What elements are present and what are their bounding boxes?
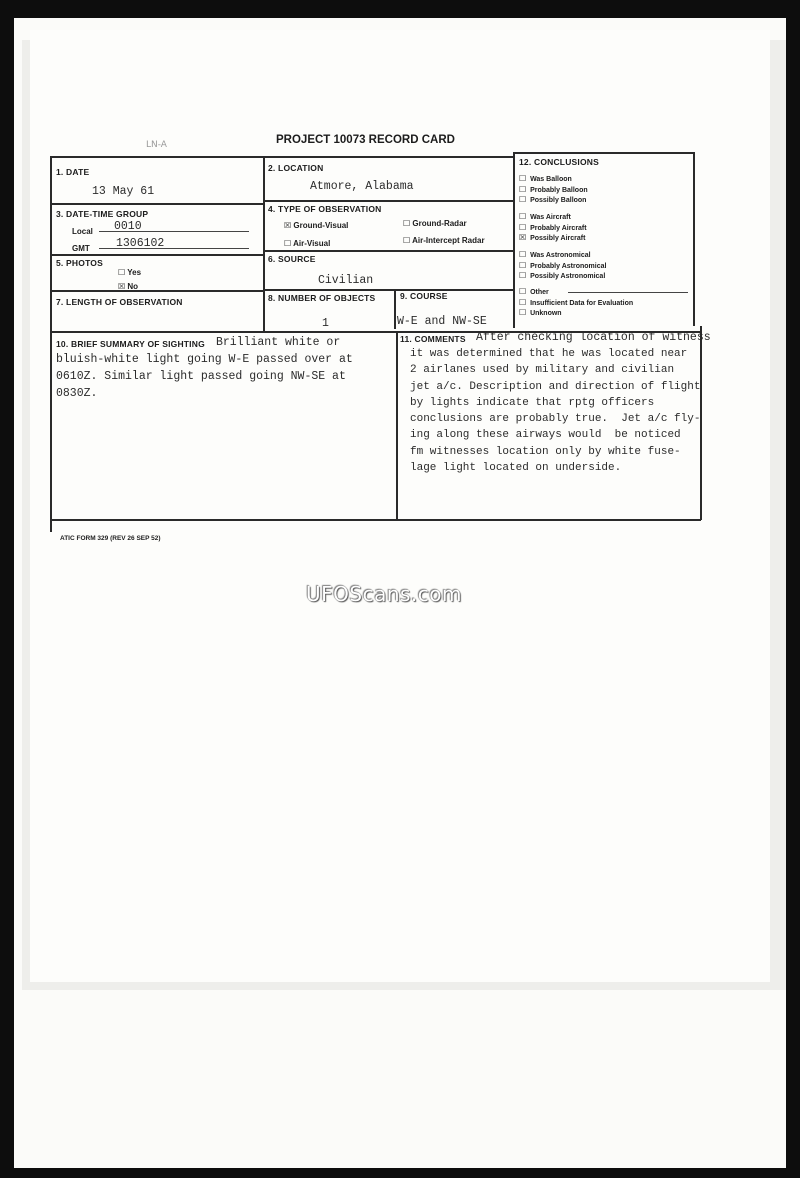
objects-label: 8. NUMBER OF OBJECTS <box>268 293 376 303</box>
source-label: 6. SOURCE <box>268 254 316 264</box>
type-label: 4. TYPE OF OBSERVATION <box>268 204 382 214</box>
local-label: Local <box>72 227 93 236</box>
checkbox-icon: ☐ <box>519 250 527 259</box>
comments-line: conclusions are probably true. Jet a/c fly- <box>410 413 701 426</box>
checkbox-icon: ☐ <box>519 222 527 232</box>
local-value: 0010 <box>114 220 142 233</box>
summary-line: 0610Z. Similar light passed going NW-SE at <box>56 370 346 383</box>
conclusion-option: ☐ Was Astronomical <box>519 250 591 259</box>
conclusion-option: ☐ Was Aircraft <box>519 212 571 221</box>
conclusions-label: 12. CONCLUSIONS <box>519 157 599 167</box>
date-value: 13 May 61 <box>92 185 155 198</box>
course-label: 9. COURSE <box>400 291 448 301</box>
type-option-ground-radar: ☐ Ground-Radar <box>403 219 467 228</box>
summary-line: bluish-white light going W-E passed over at <box>56 353 353 366</box>
checkbox-icon: ☐ <box>519 271 527 280</box>
checkbox-icon: ☐ <box>519 308 527 317</box>
checkbox-icon: ☐ <box>284 239 292 248</box>
dtg-label: 3. DATE-TIME GROUP <box>56 209 149 219</box>
gmt-value: 1306102 <box>116 237 165 250</box>
conclusions-group-other <box>519 287 633 319</box>
summary-text <box>56 351 353 402</box>
conclusions-group-aircraft <box>519 212 587 244</box>
checkbox-icon: ☐ <box>519 195 527 204</box>
type-option-air-visual: ☐ Air-Visual <box>284 239 331 248</box>
checkbox-icon: ☐ <box>519 297 527 307</box>
conclusion-option: ☐ Probably Aircraft <box>519 222 587 232</box>
conclusion-option: ☐ Possibly Astronomical <box>519 271 606 280</box>
conclusion-option: ☐ Unknown <box>519 308 562 317</box>
checked-box-icon: ☒ <box>118 282 126 291</box>
conclusion-option: ☐ Was Balloon <box>519 174 572 183</box>
comments-text <box>410 346 700 476</box>
comments-first-line: After checking location of witness <box>476 331 711 344</box>
location-value: Atmore, Alabama <box>310 180 414 193</box>
photos-no: ☒ No <box>118 282 139 291</box>
photos-label: 5. PHOTOS <box>56 258 103 268</box>
checkbox-icon: ☐ <box>519 260 527 270</box>
comments-line: 2 airlanes used by military and civilian <box>410 364 675 377</box>
form-number: ATIC FORM 329 (REV 26 SEP 52) <box>60 535 161 542</box>
record-card-sheet <box>30 30 770 982</box>
conclusions-group-balloon <box>519 174 588 206</box>
location-label: 2. LOCATION <box>268 163 324 173</box>
conclusion-option: ☐ Probably Balloon <box>519 184 588 194</box>
comments-line: it was determined that he was located near <box>410 348 688 360</box>
conclusion-option-selected: ☒ Possibly Aircraft <box>519 233 586 242</box>
checkbox-icon: ☐ <box>519 287 527 296</box>
summary-label: 10. BRIEF SUMMARY OF SIGHTING <box>56 339 205 349</box>
comments-line: jet a/c. Description and direction of flight <box>410 380 701 393</box>
conclusion-option: ☐ Probably Astronomical <box>519 260 607 270</box>
conclusion-option: ☐ Possibly Balloon <box>519 195 587 204</box>
conclusion-option: ☐ Other <box>519 287 549 296</box>
summary-line: 0830Z. <box>56 387 98 400</box>
source-value: Civilian <box>318 274 374 287</box>
card-title: PROJECT 10073 RECORD CARD <box>276 134 455 146</box>
checkbox-icon: ☐ <box>519 174 527 183</box>
length-label: 7. LENGTH OF OBSERVATION <box>56 297 183 307</box>
comments-line: by lights indicate that rptg officers <box>410 396 655 409</box>
conclusions-group-astronomical <box>519 250 606 282</box>
photos-yes: ☐ Yes <box>118 268 142 277</box>
type-option-ground-visual: ☒ Ground-Visual <box>284 221 349 230</box>
comments-line: fm witnesses location only by white fuse- <box>410 445 681 458</box>
comments-line: ing along these airways would be noticed <box>410 429 681 442</box>
checkbox-icon: ☐ <box>403 236 411 245</box>
checkbox-icon: ☐ <box>519 212 527 221</box>
checkbox-icon: ☐ <box>118 268 126 277</box>
comments-line: lage light located on underside. <box>410 462 622 475</box>
comments-label: 11. COMMENTS <box>400 334 466 344</box>
objects-value: 1 <box>322 317 329 330</box>
course-value: W-E and NW-SE <box>397 315 487 328</box>
handwritten-note: LN-A <box>146 140 167 150</box>
date-label: 1. DATE <box>56 167 90 177</box>
checkbox-icon: ☐ <box>403 219 411 228</box>
checked-box-icon: ☒ <box>284 221 292 230</box>
checked-box-icon: ☒ <box>519 233 527 242</box>
summary-first-line: Brilliant white or <box>216 336 341 349</box>
watermark: UFOScans.com <box>306 582 462 606</box>
type-option-air-intercept-radar: ☐ Air-Intercept Radar <box>403 236 485 245</box>
gmt-label: GMT <box>72 244 90 253</box>
checkbox-icon: ☐ <box>519 184 527 194</box>
conclusion-option: ☐ Insufficient Data for Evaluation <box>519 297 634 307</box>
